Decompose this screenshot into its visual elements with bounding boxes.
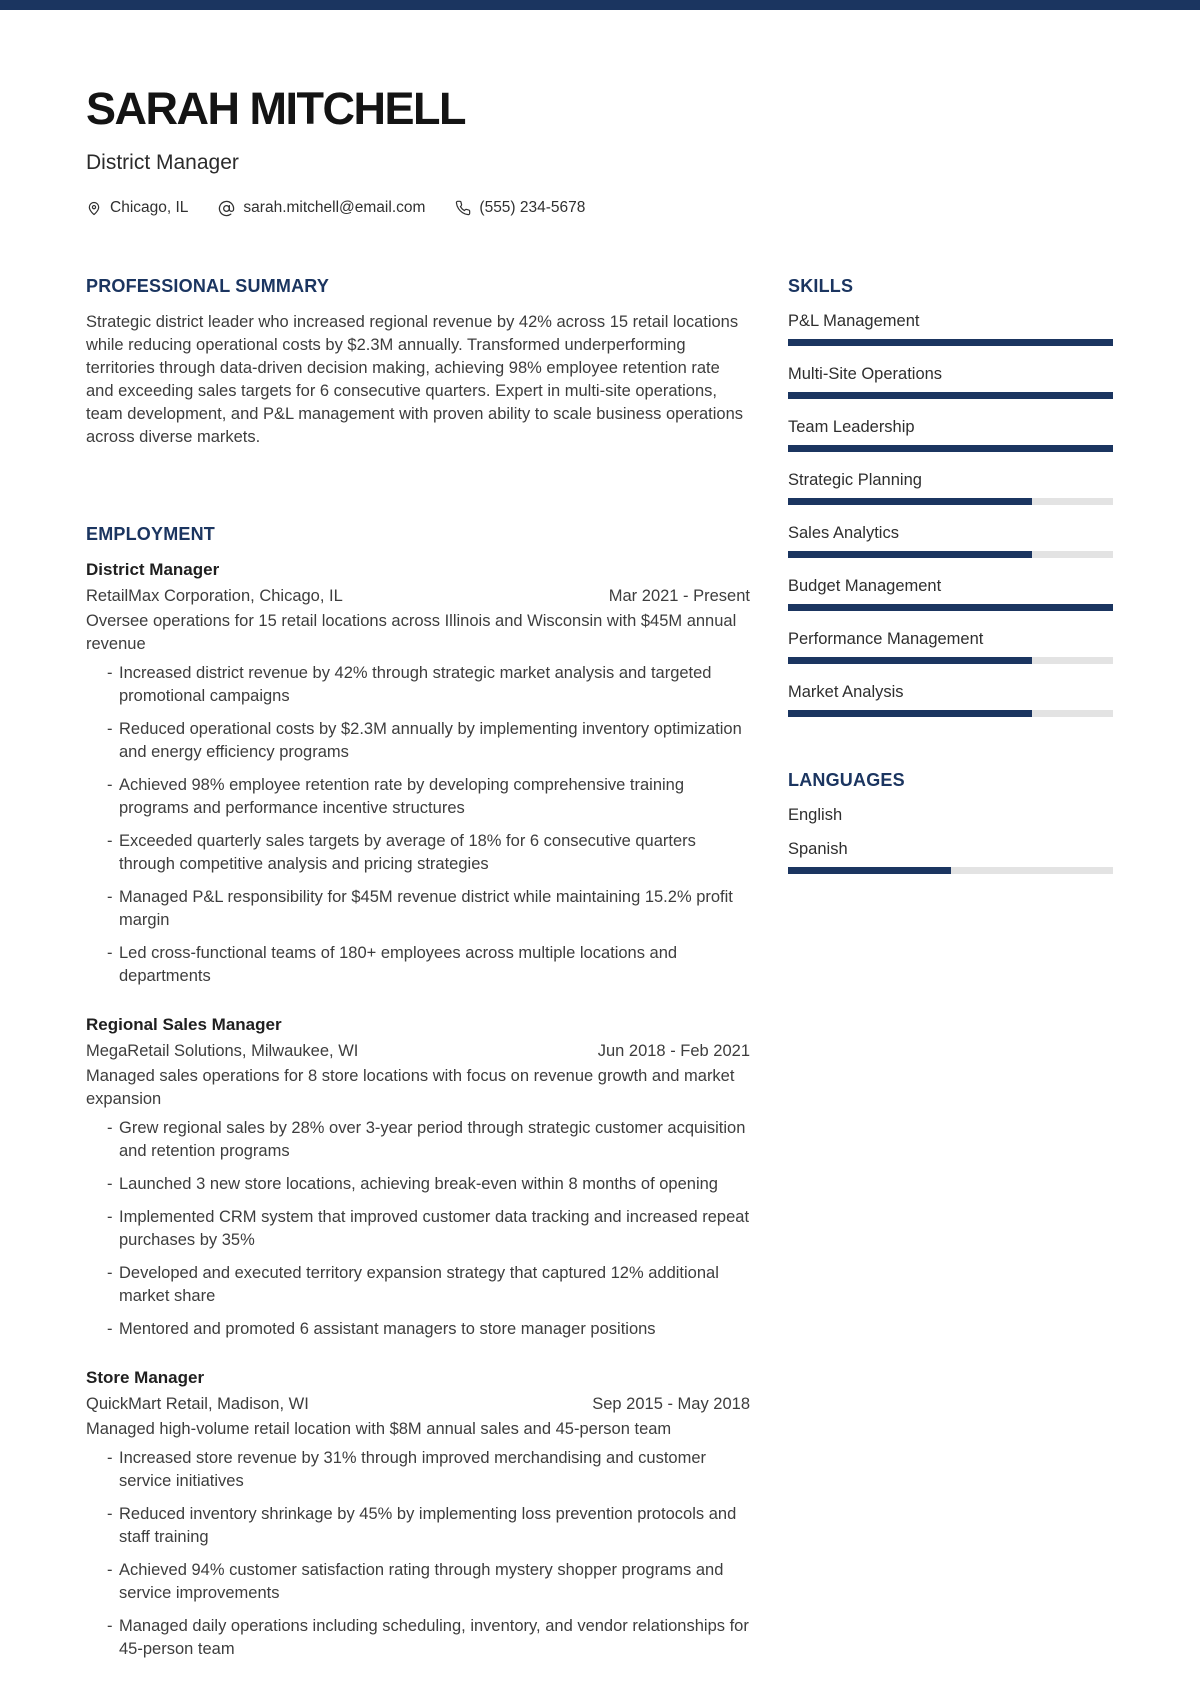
skills-heading: SKILLS: [788, 276, 854, 297]
contact-text: (555) 234-5678: [479, 199, 586, 217]
contact-item: [218, 199, 425, 217]
employment-section: [86, 523, 750, 1661]
skill-label: P&L Management: [788, 312, 920, 331]
job-bullet: - Achieved 94% customer satisfaction rating through mystery shopper programs and service improvements: [86, 1559, 750, 1605]
job-subheader: [86, 585, 750, 608]
job-dates: Mar 2021 - Present: [608, 587, 750, 606]
job-subheader: [86, 1040, 750, 1063]
skill-bar-track: [788, 339, 1113, 346]
job-bullet: - Managed P&L responsibility for $45M revenue district while maintaining 15.2% profit margin: [86, 886, 750, 932]
job-bullet: - Increased store revenue by 31% through improved merchandising and customer service initiatives: [86, 1447, 750, 1493]
skill-bar-fill: [788, 445, 1113, 452]
language-label: Spanish: [788, 840, 848, 859]
job-dates: Jun 2018 - Feb 2021: [597, 1042, 750, 1061]
job-bullet: - Reduced operational costs by $2.3M annually by implementing inventory optimization and energy efficiency programs: [86, 718, 750, 764]
job-description: Managed high-volume retail location with $8M annual sales and 45-person team: [86, 1420, 672, 1439]
skills-list: [788, 311, 1113, 717]
sidebar-column: [788, 275, 1113, 1661]
job-bullet: - Increased district revenue by 42% through strategic market analysis and targeted promotional campaigns: [86, 662, 750, 708]
skill-bar-fill: [788, 498, 1032, 505]
content-columns: [0, 275, 1200, 1661]
job-company: RetailMax Corporation, Chicago, IL: [86, 587, 343, 606]
person-name: SARAH MITCHELL: [86, 83, 465, 134]
job-description: Oversee operations for 15 retail locations across Illinois and Wisconsin with $45M annual revenue: [86, 612, 737, 654]
contact-item: [86, 199, 188, 217]
job-company: QuickMart Retail, Madison, WI: [86, 1395, 309, 1414]
skill-bar-track: [788, 392, 1113, 399]
skill-bar-fill: [788, 551, 1032, 558]
job-bullet: - Achieved 98% employee retention rate by developing comprehensive training programs and performance incentive structures: [86, 774, 750, 820]
job-title: Store Manager: [86, 1368, 205, 1388]
languages-heading: LANGUAGES: [788, 770, 905, 791]
skill-item: [788, 523, 1113, 558]
job-bullet: - Managed daily operations including scheduling, inventory, and vendor relationships for 45-person team: [86, 1615, 750, 1661]
job-bullet: - Reduced inventory shrinkage by 45% by implementing loss prevention protocols and staff training: [86, 1503, 750, 1549]
job-bullet: - Led cross-functional teams of 180+ employees across multiple locations and departments: [86, 942, 750, 988]
contact-row: [86, 199, 1113, 217]
skill-bar-track: [788, 445, 1113, 452]
language-bar-track: [788, 867, 1113, 874]
job-description: Managed sales operations for 8 store locations with focus on revenue growth and market expansion: [86, 1067, 735, 1109]
location-icon: [86, 200, 102, 217]
job-entry: [86, 559, 750, 988]
job-bullet: - Exceeded quarterly sales targets by average of 18% for 6 consecutive quarters through competitive analysis and pricing strategies: [86, 830, 750, 876]
job-title: District Manager: [86, 560, 220, 580]
skill-bar-track: [788, 604, 1113, 611]
jobs-list: [86, 559, 750, 1661]
skill-label: Team Leadership: [788, 418, 915, 437]
skill-item: [788, 311, 1113, 346]
summary-heading: PROFESSIONAL SUMMARY: [86, 276, 330, 297]
skill-bar-track: [788, 498, 1113, 505]
contact-text: sarah.mitchell@email.com: [243, 199, 426, 217]
skill-item: [788, 629, 1113, 664]
job-bullet: - Implemented CRM system that improved customer data tracking and increased repeat purchases by 35%: [86, 1206, 750, 1252]
job-dates: Sep 2015 - May 2018: [592, 1395, 750, 1414]
skill-bar-fill: [788, 657, 1032, 664]
top-accent-bar: [0, 0, 1200, 10]
employment-heading: EMPLOYMENT: [86, 524, 216, 545]
job-bullet: - Mentored and promoted 6 assistant managers to store manager positions: [86, 1318, 750, 1341]
skill-bar-fill: [788, 339, 1113, 346]
resume-header: [0, 10, 1200, 217]
main-column: [86, 275, 750, 1661]
person-job-title: District Manager: [86, 151, 239, 174]
job-bullet: - Launched 3 new store locations, achieving break-even within 8 months of opening: [86, 1173, 750, 1196]
skill-item: [788, 682, 1113, 717]
skill-item: [788, 470, 1113, 505]
skill-bar-track: [788, 551, 1113, 558]
job-bullet: - Developed and executed territory expansion strategy that captured 12% additional market share: [86, 1262, 750, 1308]
skill-bar-fill: [788, 604, 1113, 611]
languages-section: [788, 769, 1113, 874]
skill-item: [788, 364, 1113, 399]
language-label: English: [788, 806, 843, 825]
language-bar-fill: [788, 867, 951, 874]
skill-label: Multi-Site Operations: [788, 365, 943, 384]
job-entry: [86, 1014, 750, 1341]
skill-label: Sales Analytics: [788, 524, 899, 543]
skill-label: Market Analysis: [788, 683, 904, 702]
job-bullet: - Grew regional sales by 28% over 3-year period through strategic customer acquisition and retention programs: [86, 1117, 750, 1163]
skill-label: Strategic Planning: [788, 471, 922, 490]
contact-item: [455, 199, 585, 217]
job-entry: [86, 1367, 750, 1661]
job-title: Regional Sales Manager: [86, 1015, 282, 1035]
skill-bar-fill: [788, 392, 1113, 399]
job-company: MegaRetail Solutions, Milwaukee, WI: [86, 1042, 359, 1061]
email-icon: [218, 200, 235, 217]
contact-text: Chicago, IL: [110, 199, 189, 217]
language-item: [788, 839, 1113, 874]
skill-label: Budget Management: [788, 577, 942, 596]
job-bullets: [86, 662, 750, 988]
phone-icon: [455, 200, 471, 216]
job-subheader: [86, 1393, 750, 1416]
job-bullets: [86, 1117, 750, 1341]
language-item: [788, 805, 1113, 825]
skill-bar-fill: [788, 710, 1032, 717]
languages-list: [788, 805, 1113, 874]
summary-section: [86, 275, 750, 449]
skill-item: [788, 576, 1113, 611]
skill-label: Performance Management: [788, 630, 984, 649]
skill-bar-track: [788, 657, 1113, 664]
skill-item: [788, 417, 1113, 452]
skills-section: [788, 275, 1113, 717]
skill-bar-track: [788, 710, 1113, 717]
summary-text: Strategic district leader who increased regional revenue by 42% across 15 retail locations while reducing operational costs by $2.3M annually. Transformed underperforming territories through data-driven decision making, achieving 98% employee retention rate and exceeding sales targets for 6 consecutive quarters. Expert in multi-site operations, team development, and P&L management with proven ability to scale business operations across diverse markets.: [86, 313, 744, 447]
job-bullets: [86, 1447, 750, 1661]
